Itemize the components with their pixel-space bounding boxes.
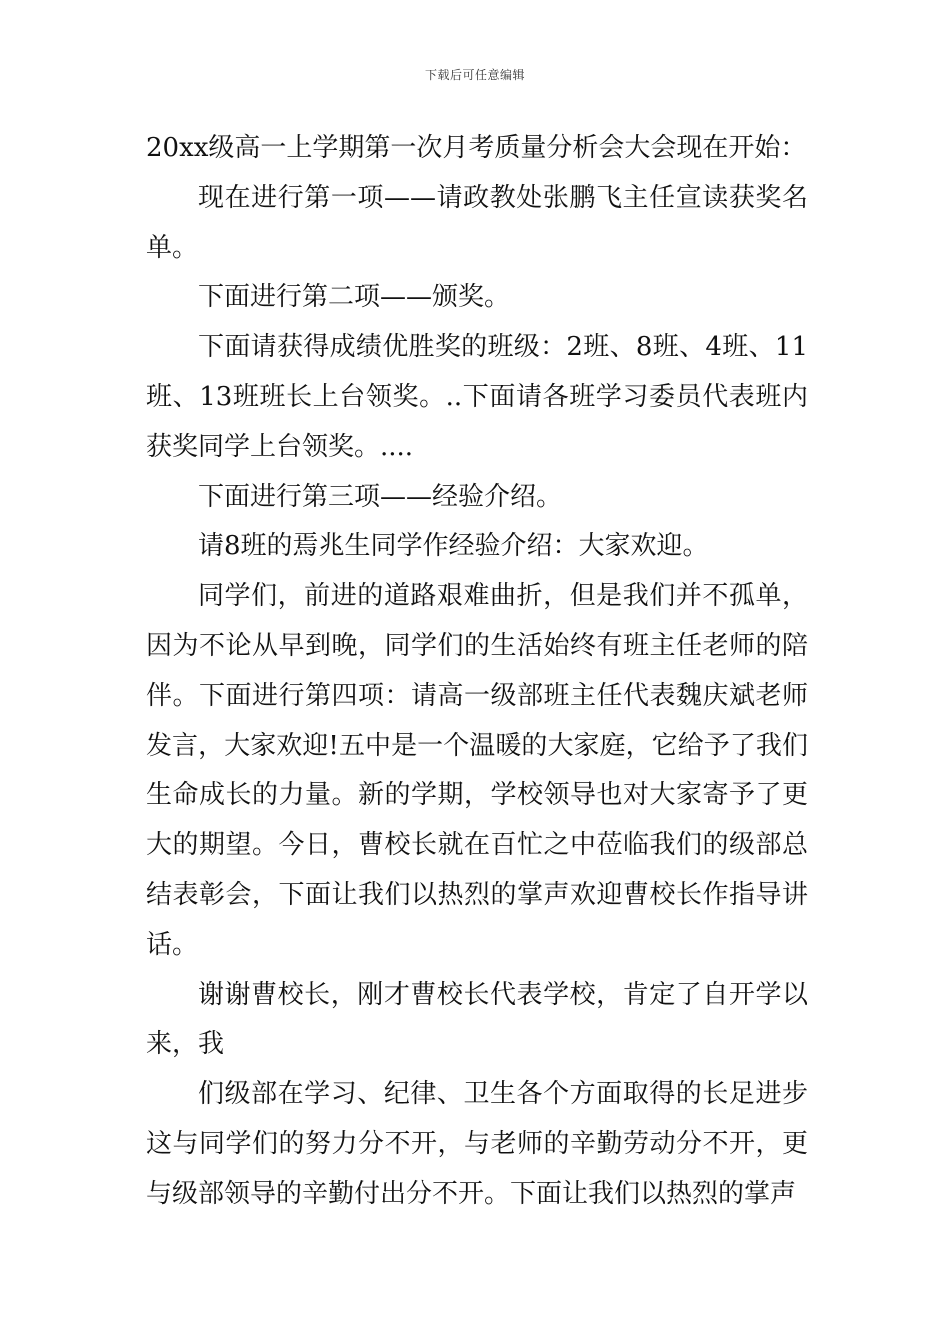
progress-paragraph: 们级部在学习、纪律、卫生各个方面取得的长足进步这与同学们的努力分不开，与老师的辛勤劳动分不开，更与级部领导的辛勤付出分不开。下面让我们以热烈的掌声	[146, 1079, 808, 1209]
document-body	[146, 124, 808, 1220]
meeting-opening-paragraph: 20xx级高一上学期第一次月考质量分析会大会现在开始：	[146, 133, 807, 163]
page-header-note: 下载后可任意编辑	[424, 68, 525, 82]
item-two-paragraph: 下面进行第二项——颁奖。	[198, 282, 511, 313]
experience-intro-paragraph: 请8班的焉兆生同学作经验介绍：大家欢迎。	[198, 531, 709, 562]
item-three-paragraph: 下面进行第三项——经验介绍。	[198, 481, 563, 512]
teacher-speech-paragraph: 同学们，前进的道路艰难曲折，但是我们并不孤单，因为不论从早到晚，同学们的生活始终有班主任老师的陪伴。下面进行第四项：请高一级部班主任代表魏庆斌老师发言，大家欢迎!五中是一个温暖的大家庭，它给予了我们生命成长的力量。新的学期，学校领导也对大家寄予了更大的期望。今日，曹校长就在百忙之中莅临我们的级部总结表彰会，下面让我们以热烈的掌声欢迎曹校长作指导讲话。	[146, 581, 808, 960]
thanks-principal-paragraph: 谢谢曹校长，刚才曹校长代表学校，肯定了自开学以来，我	[146, 979, 808, 1060]
award-classes-paragraph: 下面请获得成绩优胜奖的班级：2班、8班、4班、11班、13班班长上台领奖。..下面请各班学习委员代表班内获奖同学上台领奖。....	[146, 332, 808, 462]
item-one-paragraph: 现在进行第一项——请政教处张鹏飞主任宣读获奖名单。	[146, 182, 808, 263]
